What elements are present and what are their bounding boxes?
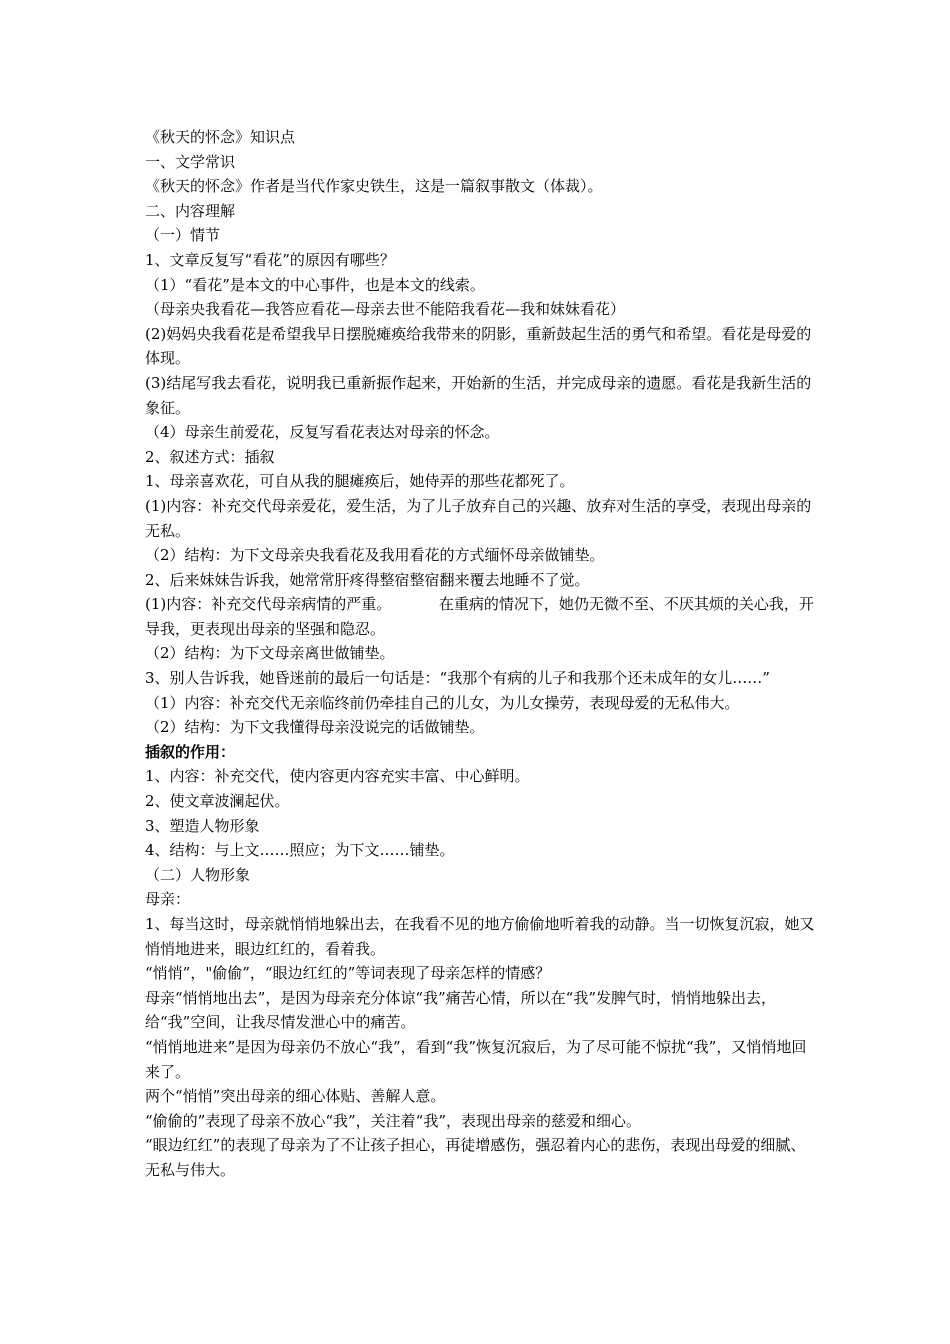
paragraph: 4、结构：与上文……照应；为下文……铺垫。 xyxy=(145,841,455,860)
paragraph: （4）母亲生前爱花，反复写看花表达对母亲的怀念。 xyxy=(145,423,500,442)
paragraph: “偷偷的”表现了母亲不放心“我”，关注着“我”，表现出母亲的慈爱和细心。 xyxy=(145,1111,642,1130)
paragraph: （1）“看花”是本文的中心事件，也是本文的线索。 xyxy=(145,275,485,294)
subsection-heading: （二）人物形象 xyxy=(145,865,251,884)
section-heading: 二、内容理解 xyxy=(145,201,236,220)
paragraph: 母亲： xyxy=(145,890,191,909)
paragraph: 两个“悄悄”突出母亲的细心体贴、善解人意。 xyxy=(145,1087,446,1106)
paragraph: (1)内容：补充交代母亲爱花，爱生活，为了儿子放弃自己的兴趣、放弃对生活的享受，表现出母亲的无私。 xyxy=(145,496,812,540)
doc-title: 《秋天的怀念》知识点 xyxy=(145,128,296,146)
paragraph: 2、使文章波澜起伏。 xyxy=(145,792,290,811)
paragraph: 1、内容：补充交代，使内容更内容充实丰富、中心鲜明。 xyxy=(145,767,530,786)
paragraph: （2）结构：为下文我懂得母亲没说完的话做铺垫。 xyxy=(145,718,485,737)
paragraph: 3、塑造人物形象 xyxy=(145,816,260,835)
paragraph: (3)结尾写我去看花，说明我已重新振作起来，开始新的生活，并完成母亲的遗愿。看花是我新生活的象征。 xyxy=(145,373,812,417)
subsection-heading: （一）情节 xyxy=(145,226,221,245)
paragraph: （2）结构：为下文母亲央我看花及我用看花的方式缅怀母亲做铺垫。 xyxy=(145,546,605,565)
question: 1、文章反复写“看花”的原因有哪些？ xyxy=(145,250,395,269)
paragraph: 《秋天的怀念》作者是当代作家史铁生，这是一篇叙事散文（体裁）。 xyxy=(145,177,603,196)
paragraph: “悄悄地进来”是因为母亲仍不放心“我”，看到“我”恢复沉寂后，为了尽可能不惊扰“我”，又悄悄地回来了。 xyxy=(145,1037,807,1081)
paragraph: 1、母亲喜欢花，可自从我的腿瘫痪后，她侍弄的那些花都死了。 xyxy=(145,472,575,491)
paragraph: (1)内容：补充交代母亲病情的严重。 在重病的情况下，她仍无微不至、不厌其烦的关心我，开导我，更表现出母亲的坚强和隐忍。 xyxy=(145,595,814,638)
section-heading: 一、文学常识 xyxy=(145,152,236,171)
paragraph: “眼边红红”的表现了母亲为了不让孩子担心，再徒增感伤，强忍着内心的悲伤，表现出母爱的细腻、无私与伟大。 xyxy=(145,1136,806,1179)
document-page xyxy=(145,125,815,1183)
paragraph: (2)妈妈央我看花是希望我早日摆脱瘫痪给我带来的阴影，重新鼓起生活的勇气和希望。看花是母爱的体现。 xyxy=(145,324,812,368)
paragraph: 2、后来妹妹告诉我，她常常肝疼得整宿整宿翻来覆去地睡不了觉。 xyxy=(145,570,590,589)
paragraph: （母亲央我看花—我答应看花—母亲去世不能陪我看花—我和妹妹看花） xyxy=(145,300,626,319)
paragraph: 3、别人告诉我，她昏迷前的最后一句话是：“我那个有病的儿子和我那个还未成年的女儿……” xyxy=(145,669,770,688)
question: 2、叙述方式：插叙 xyxy=(145,447,275,466)
paragraph: 母亲“悄悄地出去”，是因为母亲充分体谅“我”痛苦心情，所以在“我”发脾气时，悄悄地躲出去，给“我”空间，让我尽情发泄心中的痛苦。 xyxy=(145,988,777,1032)
paragraph: 1、每当这时，母亲就悄悄地躲出去，在我看不见的地方偷偷地听着我的动静。当一切恢复沉寂，她又悄悄地进来，眼边红红的，看着我。 xyxy=(145,915,815,958)
question: “悄悄”，"偷偷”，“眼边红红的”等词表现了母亲怎样的情感？ xyxy=(145,964,551,983)
bold-heading: 插叙的作用： xyxy=(145,742,236,761)
paragraph: （2）结构：为下文母亲离世做铺垫。 xyxy=(145,644,395,663)
paragraph: （1）内容：补充交代无亲临终前仍牵挂自己的儿女，为儿女操劳，表现母爱的无私伟大。 xyxy=(145,693,740,712)
